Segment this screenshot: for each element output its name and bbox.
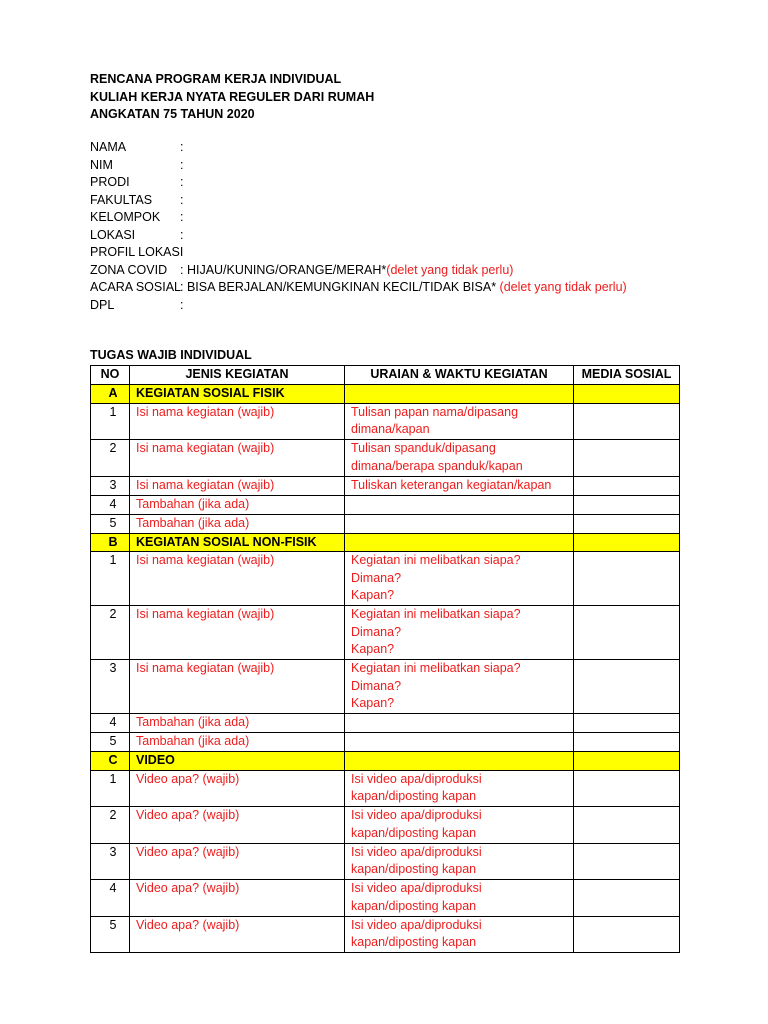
uraian-line: Dimana? (351, 624, 402, 639)
title-line-1: RENCANA PROGRAM KERJA INDIVIDUAL (90, 72, 342, 86)
uraian-cell[interactable] (345, 880, 574, 917)
jenis-kegiatan-cell[interactable]: Tambahan (jika ada) (130, 514, 345, 533)
identity-key: KELOMPOK (90, 210, 161, 224)
uraian-line: Isi video apa/diproduksi (351, 917, 482, 932)
uraian-line: Isi video apa/diproduksi (351, 771, 482, 786)
uraian-line: Tuliskan keterangan kegiatan/kapan (351, 477, 552, 492)
table-row (91, 552, 680, 606)
media-sosial-cell[interactable] (574, 733, 680, 752)
media-sosial-cell[interactable] (574, 807, 680, 844)
uraian-cell[interactable] (345, 552, 574, 606)
section-row (91, 752, 680, 771)
uraian-line: Tulisan spanduk/dipasang (351, 441, 496, 455)
jenis-kegiatan-cell[interactable]: Tambahan (jika ada) (130, 714, 345, 733)
table-row (91, 880, 680, 917)
jenis-kegiatan-cell[interactable]: Video apa? (wajib) (130, 770, 345, 807)
uraian-cell[interactable] (345, 660, 574, 714)
document-title (90, 71, 374, 124)
jenis-kegiatan-cell[interactable]: Isi nama kegiatan (wajib) (130, 552, 345, 606)
header-media-sosial: MEDIA SOSIAL (574, 366, 680, 385)
table-row (91, 403, 680, 440)
identity-key: PROFIL LOKASI (90, 245, 184, 259)
section-row (91, 533, 680, 552)
section-media-cell[interactable] (574, 752, 680, 771)
row-number: 1 (91, 552, 130, 606)
section-title: TUGAS WAJIB INDIVIDUAL (90, 348, 252, 362)
identity-value: : (180, 227, 184, 242)
table-row (91, 476, 680, 495)
uraian-line: kapan/diposting kapan (351, 862, 477, 876)
uraian-line: kapan/diposting kapan (351, 825, 477, 840)
media-sosial-cell[interactable] (574, 476, 680, 495)
media-sosial-cell[interactable] (574, 770, 680, 807)
section-label: KEGIATAN SOSIAL NON-FISIK (130, 533, 345, 552)
row-number: 3 (91, 843, 130, 880)
uraian-line: kapan/diposting kapan (351, 789, 477, 803)
identity-value: : (180, 157, 184, 172)
identity-key: DPL (90, 297, 115, 312)
uraian-line: Dimana? (351, 678, 402, 693)
jenis-kegiatan-cell[interactable]: Isi nama kegiatan (wajib) (130, 476, 345, 495)
jenis-kegiatan-cell[interactable]: Isi nama kegiatan (wajib) (130, 606, 345, 660)
uraian-cell[interactable] (345, 807, 574, 844)
identity-row-prodi (90, 174, 627, 192)
identity-row-zona-covid (90, 262, 627, 280)
identity-key: ZONA COVID (90, 262, 168, 277)
section-code: C (91, 752, 130, 771)
identity-value (180, 279, 627, 297)
table-row (91, 495, 680, 514)
uraian-line: kapan/diposting kapan (351, 935, 477, 949)
section-label: VIDEO (130, 752, 345, 771)
uraian-line: Isi video apa/diproduksi (351, 881, 482, 895)
uraian-line: kapan/diposting kapan (351, 898, 477, 913)
identity-key: FAKULTAS (90, 192, 153, 207)
title-line-3: ANGKATAN 75 TAHUN 2020 (90, 107, 255, 121)
media-sosial-cell[interactable] (574, 403, 680, 440)
jenis-kegiatan-cell[interactable]: Isi nama kegiatan (wajib) (130, 440, 345, 477)
row-number: 1 (91, 770, 130, 807)
header-jenis-kegiatan: JENIS KEGIATAN (130, 366, 345, 385)
identity-row-acara-sosial (90, 279, 627, 297)
identity-value (180, 262, 513, 280)
table-row (91, 660, 680, 714)
identity-value: : (180, 210, 184, 224)
table-row (91, 440, 680, 477)
identity-value: : (180, 297, 184, 312)
delete-note: (delet yang tidak perlu) (386, 262, 514, 277)
uraian-cell[interactable] (345, 440, 574, 477)
identity-key: PRODI (90, 175, 130, 189)
uraian-line: Tulisan papan nama/dipasang (351, 404, 519, 419)
media-sosial-cell[interactable] (574, 714, 680, 733)
uraian-cell[interactable] (345, 476, 574, 495)
table-row (91, 807, 680, 844)
uraian-cell[interactable] (345, 403, 574, 440)
row-number: 5 (91, 916, 130, 953)
header-no: NO (91, 366, 130, 385)
uraian-line: Kegiatan ini melibatkan siapa? (351, 661, 521, 675)
row-number: 3 (91, 660, 130, 714)
uraian-cell[interactable] (345, 495, 574, 514)
uraian-line: dimana/berapa spanduk/kapan (351, 458, 523, 473)
identity-value: : (180, 140, 184, 154)
row-number: 4 (91, 495, 130, 514)
section-media-cell[interactable] (574, 533, 680, 552)
identity-row-fakultas (90, 192, 627, 210)
task-table-body (91, 385, 680, 953)
uraian-cell[interactable] (345, 714, 574, 733)
media-sosial-cell[interactable] (574, 660, 680, 714)
row-number: 2 (91, 606, 130, 660)
table-row (91, 733, 680, 752)
uraian-line: Isi video apa/diproduksi (351, 844, 482, 859)
section-row (91, 385, 680, 404)
row-number: 2 (91, 807, 130, 844)
section-uraian-cell[interactable] (345, 752, 574, 771)
media-sosial-cell[interactable] (574, 843, 680, 880)
identity-row-lokasi (90, 227, 627, 245)
table-row (91, 606, 680, 660)
identity-value-text: : HIJAU/KUNING/ORANGE/MERAH* (180, 262, 387, 277)
uraian-cell[interactable] (345, 916, 574, 953)
section-uraian-cell[interactable] (345, 533, 574, 552)
header-uraian: URAIAN & WAKTU KEGIATAN (345, 366, 574, 385)
jenis-kegiatan-cell[interactable]: Tambahan (jika ada) (130, 733, 345, 752)
identity-row-kelompok (90, 209, 627, 227)
media-sosial-cell[interactable] (574, 916, 680, 953)
uraian-line: Kapan? (351, 588, 395, 602)
table-row (91, 916, 680, 953)
uraian-line: Kapan? (351, 696, 395, 710)
identity-key: ACARA SOSIAL (90, 280, 182, 294)
media-sosial-cell[interactable] (574, 552, 680, 606)
row-number: 4 (91, 714, 130, 733)
task-table (90, 365, 680, 953)
section-code: A (91, 385, 130, 404)
media-sosial-cell[interactable] (574, 440, 680, 477)
jenis-kegiatan-cell[interactable]: Video apa? (wajib) (130, 880, 345, 917)
section-media-cell[interactable] (574, 385, 680, 404)
uraian-cell[interactable] (345, 606, 574, 660)
row-number: 5 (91, 733, 130, 752)
delete-note: (delet yang tidak perlu) (499, 280, 627, 294)
jenis-kegiatan-cell[interactable]: Video apa? (wajib) (130, 843, 345, 880)
identity-row-dpl (90, 297, 627, 315)
uraian-line: Kegiatan ini melibatkan siapa? (351, 607, 521, 621)
identity-row-profil-lokasi (90, 244, 627, 262)
section-code: B (91, 533, 130, 552)
jenis-kegiatan-cell[interactable]: Isi nama kegiatan (wajib) (130, 403, 345, 440)
row-number: 3 (91, 476, 130, 495)
table-header-row (91, 366, 680, 385)
table-row (91, 714, 680, 733)
uraian-line: dimana/kapan (351, 422, 430, 436)
identity-row-nama (90, 139, 627, 157)
identity-row-nim (90, 157, 627, 175)
jenis-kegiatan-cell[interactable]: Video apa? (wajib) (130, 916, 345, 953)
row-number: 1 (91, 403, 130, 440)
jenis-kegiatan-cell[interactable]: Tambahan (jika ada) (130, 495, 345, 514)
title-line-2: KULIAH KERJA NYATA REGULER DARI RUMAH (90, 89, 375, 104)
media-sosial-cell[interactable] (574, 606, 680, 660)
identity-value: : (180, 192, 184, 207)
media-sosial-cell[interactable] (574, 495, 680, 514)
media-sosial-cell[interactable] (574, 514, 680, 533)
identity-block (90, 139, 627, 314)
section-uraian-cell[interactable] (345, 385, 574, 404)
row-number: 4 (91, 880, 130, 917)
uraian-line: Kapan? (351, 642, 395, 656)
identity-key: NIM (90, 157, 113, 172)
identity-key: NAMA (90, 140, 127, 154)
uraian-cell[interactable] (345, 733, 574, 752)
media-sosial-cell[interactable] (574, 880, 680, 917)
jenis-kegiatan-cell[interactable]: Isi nama kegiatan (wajib) (130, 660, 345, 714)
uraian-line: Isi video apa/diproduksi (351, 808, 482, 822)
identity-key: LOKASI (90, 227, 136, 242)
uraian-line: Kegiatan ini melibatkan siapa? (351, 553, 521, 567)
uraian-cell[interactable] (345, 770, 574, 807)
uraian-line: Dimana? (351, 570, 402, 585)
row-number: 2 (91, 440, 130, 477)
uraian-cell[interactable] (345, 514, 574, 533)
identity-value-text: : BISA BERJALAN/KEMUNGKINAN KECIL/TIDAK BISA* (180, 280, 500, 294)
section-label: KEGIATAN SOSIAL FISIK (130, 385, 345, 404)
identity-value: : (180, 175, 184, 189)
jenis-kegiatan-cell[interactable]: Video apa? (wajib) (130, 807, 345, 844)
uraian-cell[interactable] (345, 843, 574, 880)
row-number: 5 (91, 514, 130, 533)
table-row (91, 770, 680, 807)
table-row (91, 514, 680, 533)
table-row (91, 843, 680, 880)
